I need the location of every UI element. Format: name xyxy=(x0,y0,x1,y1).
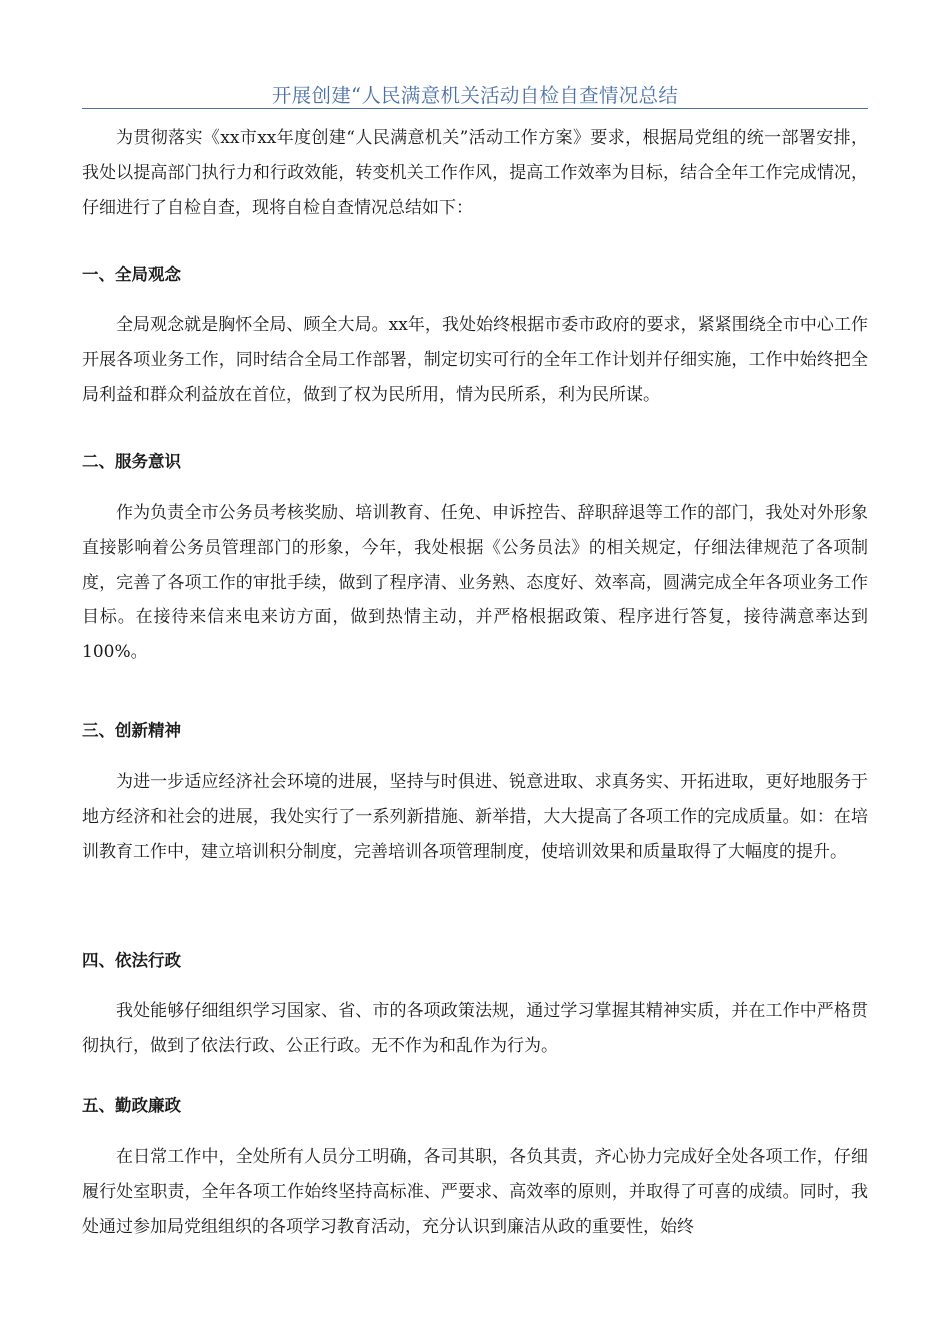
section-body-4: 我处能够仔细组织学习国家、省、市的各项政策法规，通过学习掌握其精神实质，并在工作中严格贯彻执行，做到了依法行政、公正行政。无不作为和乱作为行为。 xyxy=(82,1001,868,1056)
section-heading-4: 四、依法行政 xyxy=(82,951,181,970)
section-body-3: 为进一步适应经济社会环境的进展，坚持与时俱进、锐意进取、求真务实、开拓进取，更好地服务于地方经济和社会的进展，我处实行了一系列新措施、新举措，大大提高了各项工作的完成质量。如：在培训教育工作中，建立培训积分制度，完善培训各项管理制度，使培训效果和质量取得了大幅度的提升。 xyxy=(82,772,868,862)
title-underline xyxy=(82,108,868,109)
section-body-2: 作为负责全市公务员考核奖励、培训教育、任免、申诉控告、辞职辞退等工作的部门，我处对外形象直接影响着公务员管理部门的形象，今年，我处根据《公务员法》的相关规定，仔细法律规范了各项制度，完善了各项工作的审批手续，做到了程序清、业务熟、态度好、效率高，圆满完成全年各项业务工作目标。在接待来信来电来访方面，做到热情主动，并严格根据政策、程序进行答复，接待满意率达到100%。 xyxy=(82,503,868,663)
section-heading-5: 五、勤政廉政 xyxy=(82,1096,181,1115)
document-title: 开展创建“人民满意机关活动自检自查情况总结 xyxy=(271,84,679,107)
section-body-1: 全局观念就是胸怀全局、顾全大局。xx年，我处始终根据市委市政府的要求，紧紧围绕全市中心工作开展各项业务工作，同时结合全局工作部署，制定切实可行的全年工作计划并仔细实施，工作中始终把全局利益和群众利益放在首位，做到了权为民所用，情为民所系，利为民所谋。 xyxy=(82,315,868,405)
section-body-5: 在日常工作中，全处所有人员分工明确，各司其职，各负其责，齐心协力完成好全处各项工作，仔细履行处室职责，全年各项工作始终坚持高标准、严要求、高效率的原则，并取得了可喜的成绩。同时，我处通过参加局党组组织的各项学习教育活动，充分认识到廉洁从政的重要性，始终 xyxy=(82,1147,868,1237)
section-heading-1: 一、全局观念 xyxy=(82,265,181,284)
section-heading-3: 三、创新精神 xyxy=(82,721,181,740)
section-heading-2: 二、服务意识 xyxy=(82,452,181,471)
intro-paragraph: 为贯彻落实《xx市xx年度创建“人民满意机关”活动工作方案》要求，根据局党组的统一部署安排，我处以提高部门执行力和行政效能，转变机关工作作风，提高工作效率为目标，结合全年工作完成情况，仔细进行了自检自查，现将自检自查情况总结如下： xyxy=(82,128,868,218)
